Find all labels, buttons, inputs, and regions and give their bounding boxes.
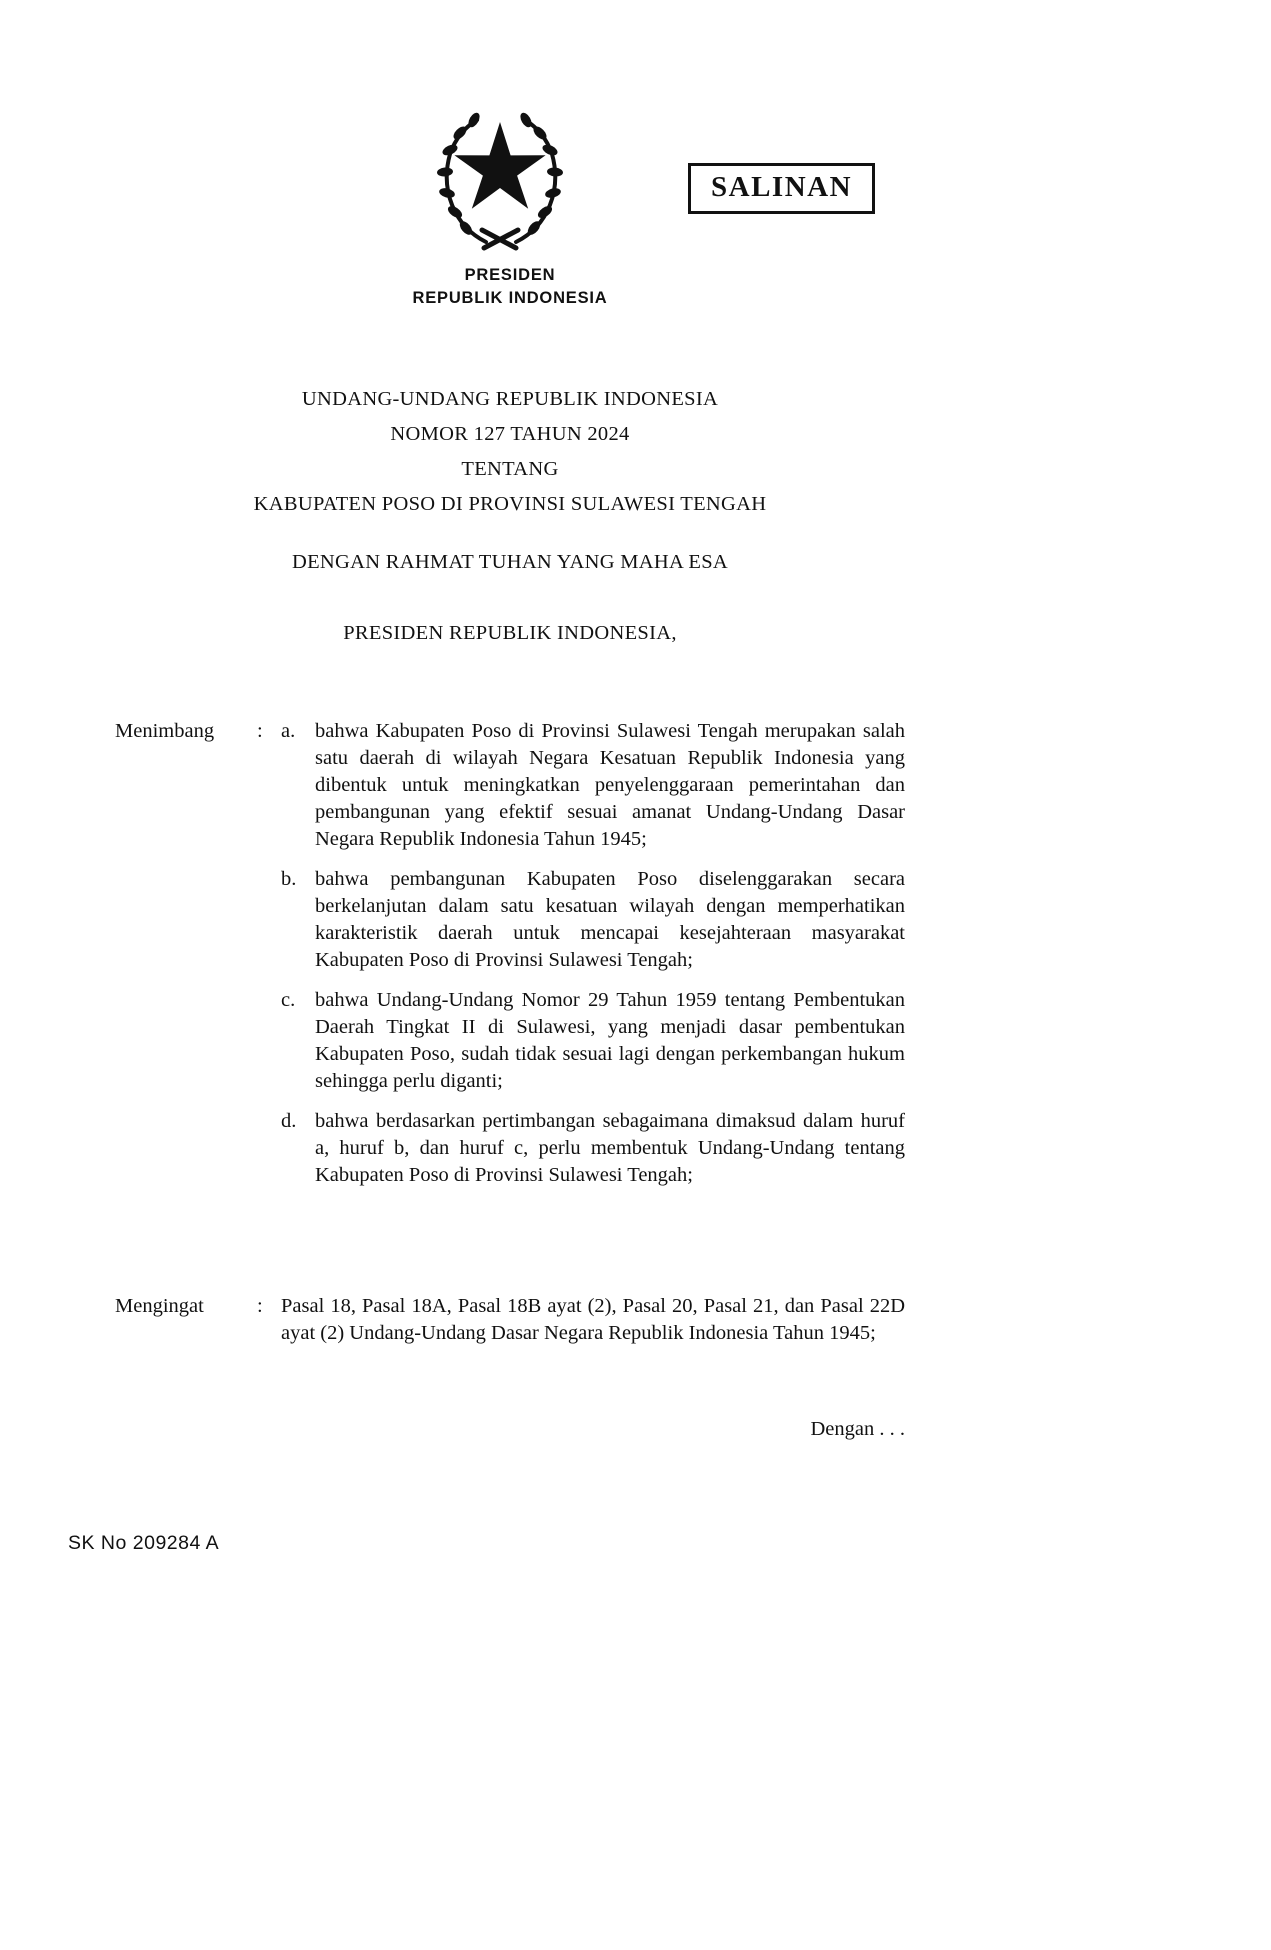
remembering-colon: : (257, 1295, 263, 1317)
remembering-label: Mengingat (115, 1295, 204, 1317)
considering-item-a (281, 718, 905, 853)
salinan-stamp (688, 163, 875, 214)
letterhead-republik-indonesia: REPUBLIK INDONESIA (412, 289, 608, 307)
considering-colon: : (257, 720, 263, 742)
considering-item-b (281, 866, 905, 974)
item-text: bahwa Kabupaten Poso di Provinsi Sulawesi Tengah merupakan salah satu daerah di wilayah Negara Kesatuan Republik Indonesia yang dibentuk untuk meningkatkan penyelenggaraan pemerintahan dan pembangunan yang efektif sesuai amanat Undang-Undang Dasar Negara Republik Indonesia Tahun 1945; (315, 720, 905, 850)
title-line-2: NOMOR 127 TAHUN 2024 (390, 423, 630, 445)
catchword: Dengan . . . (810, 1418, 905, 1440)
considering-label: Menimbang (115, 720, 215, 742)
remembering-section (115, 1293, 905, 1347)
item-text: bahwa Undang-Undang Nomor 29 Tahun 1959 tentang Pembentukan Daerah Tingkat II di Sulawesi, yang menjadi dasar pembentukan Kabupaten Poso, sudah tidak sesuai lagi dengan perkembangan hukum sehingga perlu diganti; (315, 989, 905, 1092)
considering-item-d (281, 1108, 905, 1189)
presidential-seal-icon (424, 100, 576, 260)
title-block (115, 382, 905, 522)
considering-body (281, 718, 905, 1189)
considering-section (115, 718, 905, 1189)
item-marker: b. (281, 868, 297, 890)
considering-item-c (281, 987, 905, 1095)
footer-code: SK No 209284 A (68, 1532, 220, 1554)
title-line-4: KABUPATEN POSO DI PROVINSI SULAWESI TENGAH (253, 493, 767, 515)
item-marker: d. (281, 1110, 297, 1132)
item-text: bahwa berdasarkan pertimbangan sebagaimana dimaksud dalam huruf a, huruf b, dan huruf c, perlu membentuk Undang-Undang tentang Kabupaten Poso di Provinsi Sulawesi Tengah; (315, 1110, 905, 1186)
authority-clause: PRESIDEN REPUBLIK INDONESIA, (343, 622, 677, 644)
title-line-3: TENTANG (461, 458, 559, 480)
remembering-body (281, 1293, 905, 1347)
remembering-text: Pasal 18, Pasal 18A, Pasal 18B ayat (2), Pasal 20, Pasal 21, dan Pasal 22D ayat (2) Undang-Undang Dasar Negara Republik Indonesia Tahun 1945; (281, 1295, 905, 1344)
item-marker: a. (281, 720, 296, 742)
letterhead (115, 264, 905, 310)
salinan-label: SALINAN (711, 171, 853, 203)
title-line-1: UNDANG-UNDANG REPUBLIK INDONESIA (301, 388, 719, 410)
letterhead-presiden: PRESIDEN (464, 266, 556, 284)
item-marker: c. (281, 989, 296, 1011)
item-text: bahwa pembangunan Kabupaten Poso diselenggarakan secara berkelanjutan dalam satu kesatuan wilayah dengan memperhatikan karakteristik daerah untuk mencapai kesejahteraan masyarakat Kabupaten Poso di Provinsi Sulawesi Tengah; (315, 868, 905, 971)
grace-clause: DENGAN RAHMAT TUHAN YANG MAHA ESA (291, 551, 729, 573)
